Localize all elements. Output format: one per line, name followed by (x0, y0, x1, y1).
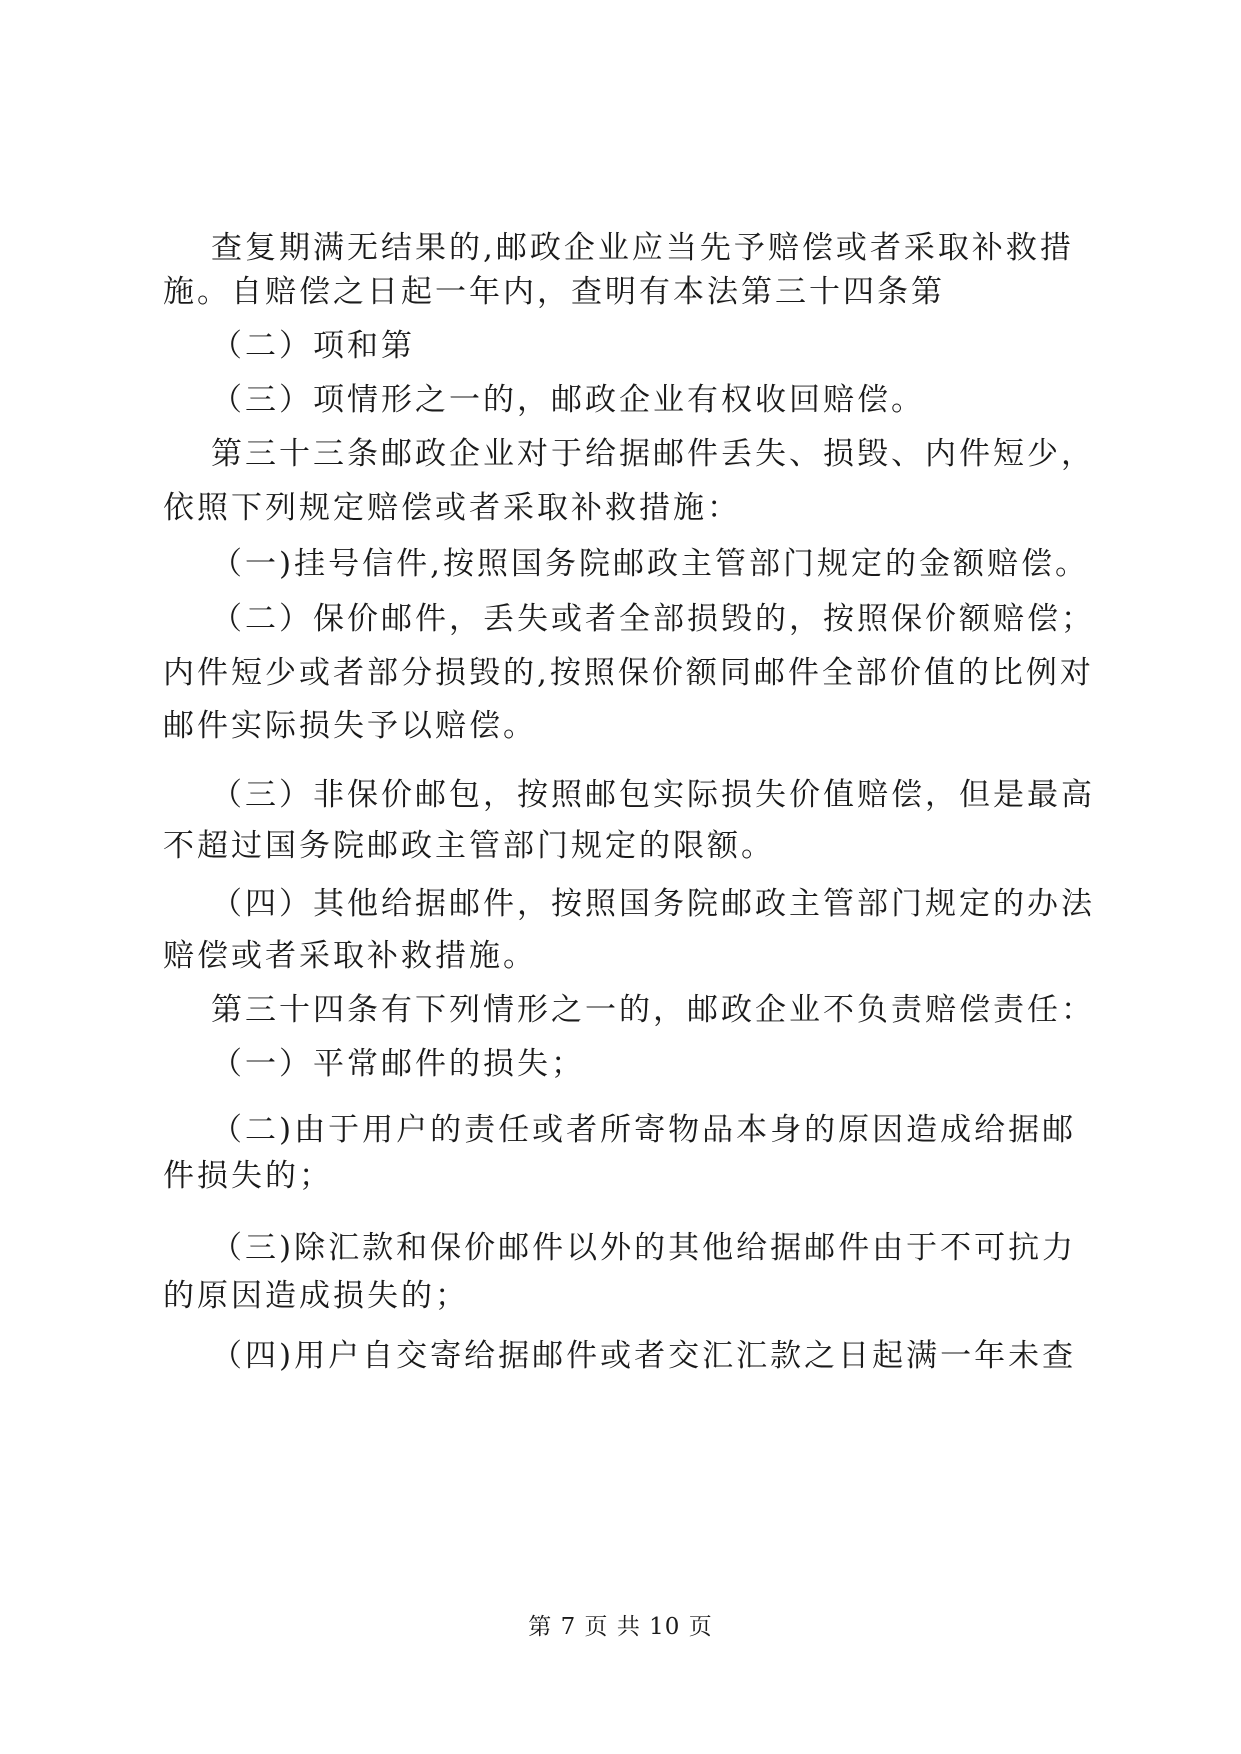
text-line: 依照下列规定赔偿或者采取补救措施： (163, 490, 741, 526)
text-line: 施。自赔偿之日起一年内，查明有本法第三十四条第 (163, 274, 945, 310)
text-line: 邮件实际损失予以赔偿。 (163, 708, 537, 744)
text-line: 的原因造成损失的； (163, 1278, 469, 1314)
text-line: （一）平常邮件的损失； (211, 1046, 585, 1082)
text-line: 第三十三条邮政企业对于给据邮件丢失、损毁、内件短少， (211, 436, 1095, 472)
page-number-footer: 第 7 页 共 10 页 (528, 1614, 713, 1640)
text-line: （三)除汇款和保价邮件以外的其他给据邮件由于不可抗力 (211, 1230, 1077, 1266)
text-line: 件损失的； (163, 1158, 333, 1194)
text-line: （二)由于用户的责任或者所寄物品本身的原因造成给据邮 (211, 1112, 1077, 1148)
text-line: 第三十四条有下列情形之一的，邮政企业不负责赔偿责任： (211, 992, 1095, 1028)
text-line: （三）项情形之一的，邮政企业有权收回赔偿。 (211, 382, 925, 418)
text-line: （二）保价邮件，丢失或者全部损毁的，按照保价额赔偿； (211, 601, 1095, 637)
text-line: （四）其他给据邮件，按照国务院邮政主管部门规定的办法 (211, 886, 1095, 922)
text-line: （三）非保价邮包，按照邮包实际损失价值赔偿，但是最高 (211, 777, 1095, 813)
text-line: 查复期满无结果的,邮政企业应当先予赔偿或者采取补救措 (211, 230, 1074, 266)
text-line: （四)用户自交寄给据邮件或者交汇汇款之日起满一年未查 (211, 1338, 1077, 1374)
text-line: 内件短少或者部分损毁的,按照保价额同邮件全部价值的比例对 (163, 655, 1094, 691)
text-line: （一)挂号信件,按照国务院邮政主管部门规定的金额赔偿。 (211, 546, 1089, 582)
text-line: 不超过国务院邮政主管部门规定的限额。 (163, 828, 775, 864)
text-line: （二）项和第 (211, 328, 415, 364)
text-line: 赔偿或者采取补救措施。 (163, 938, 537, 974)
